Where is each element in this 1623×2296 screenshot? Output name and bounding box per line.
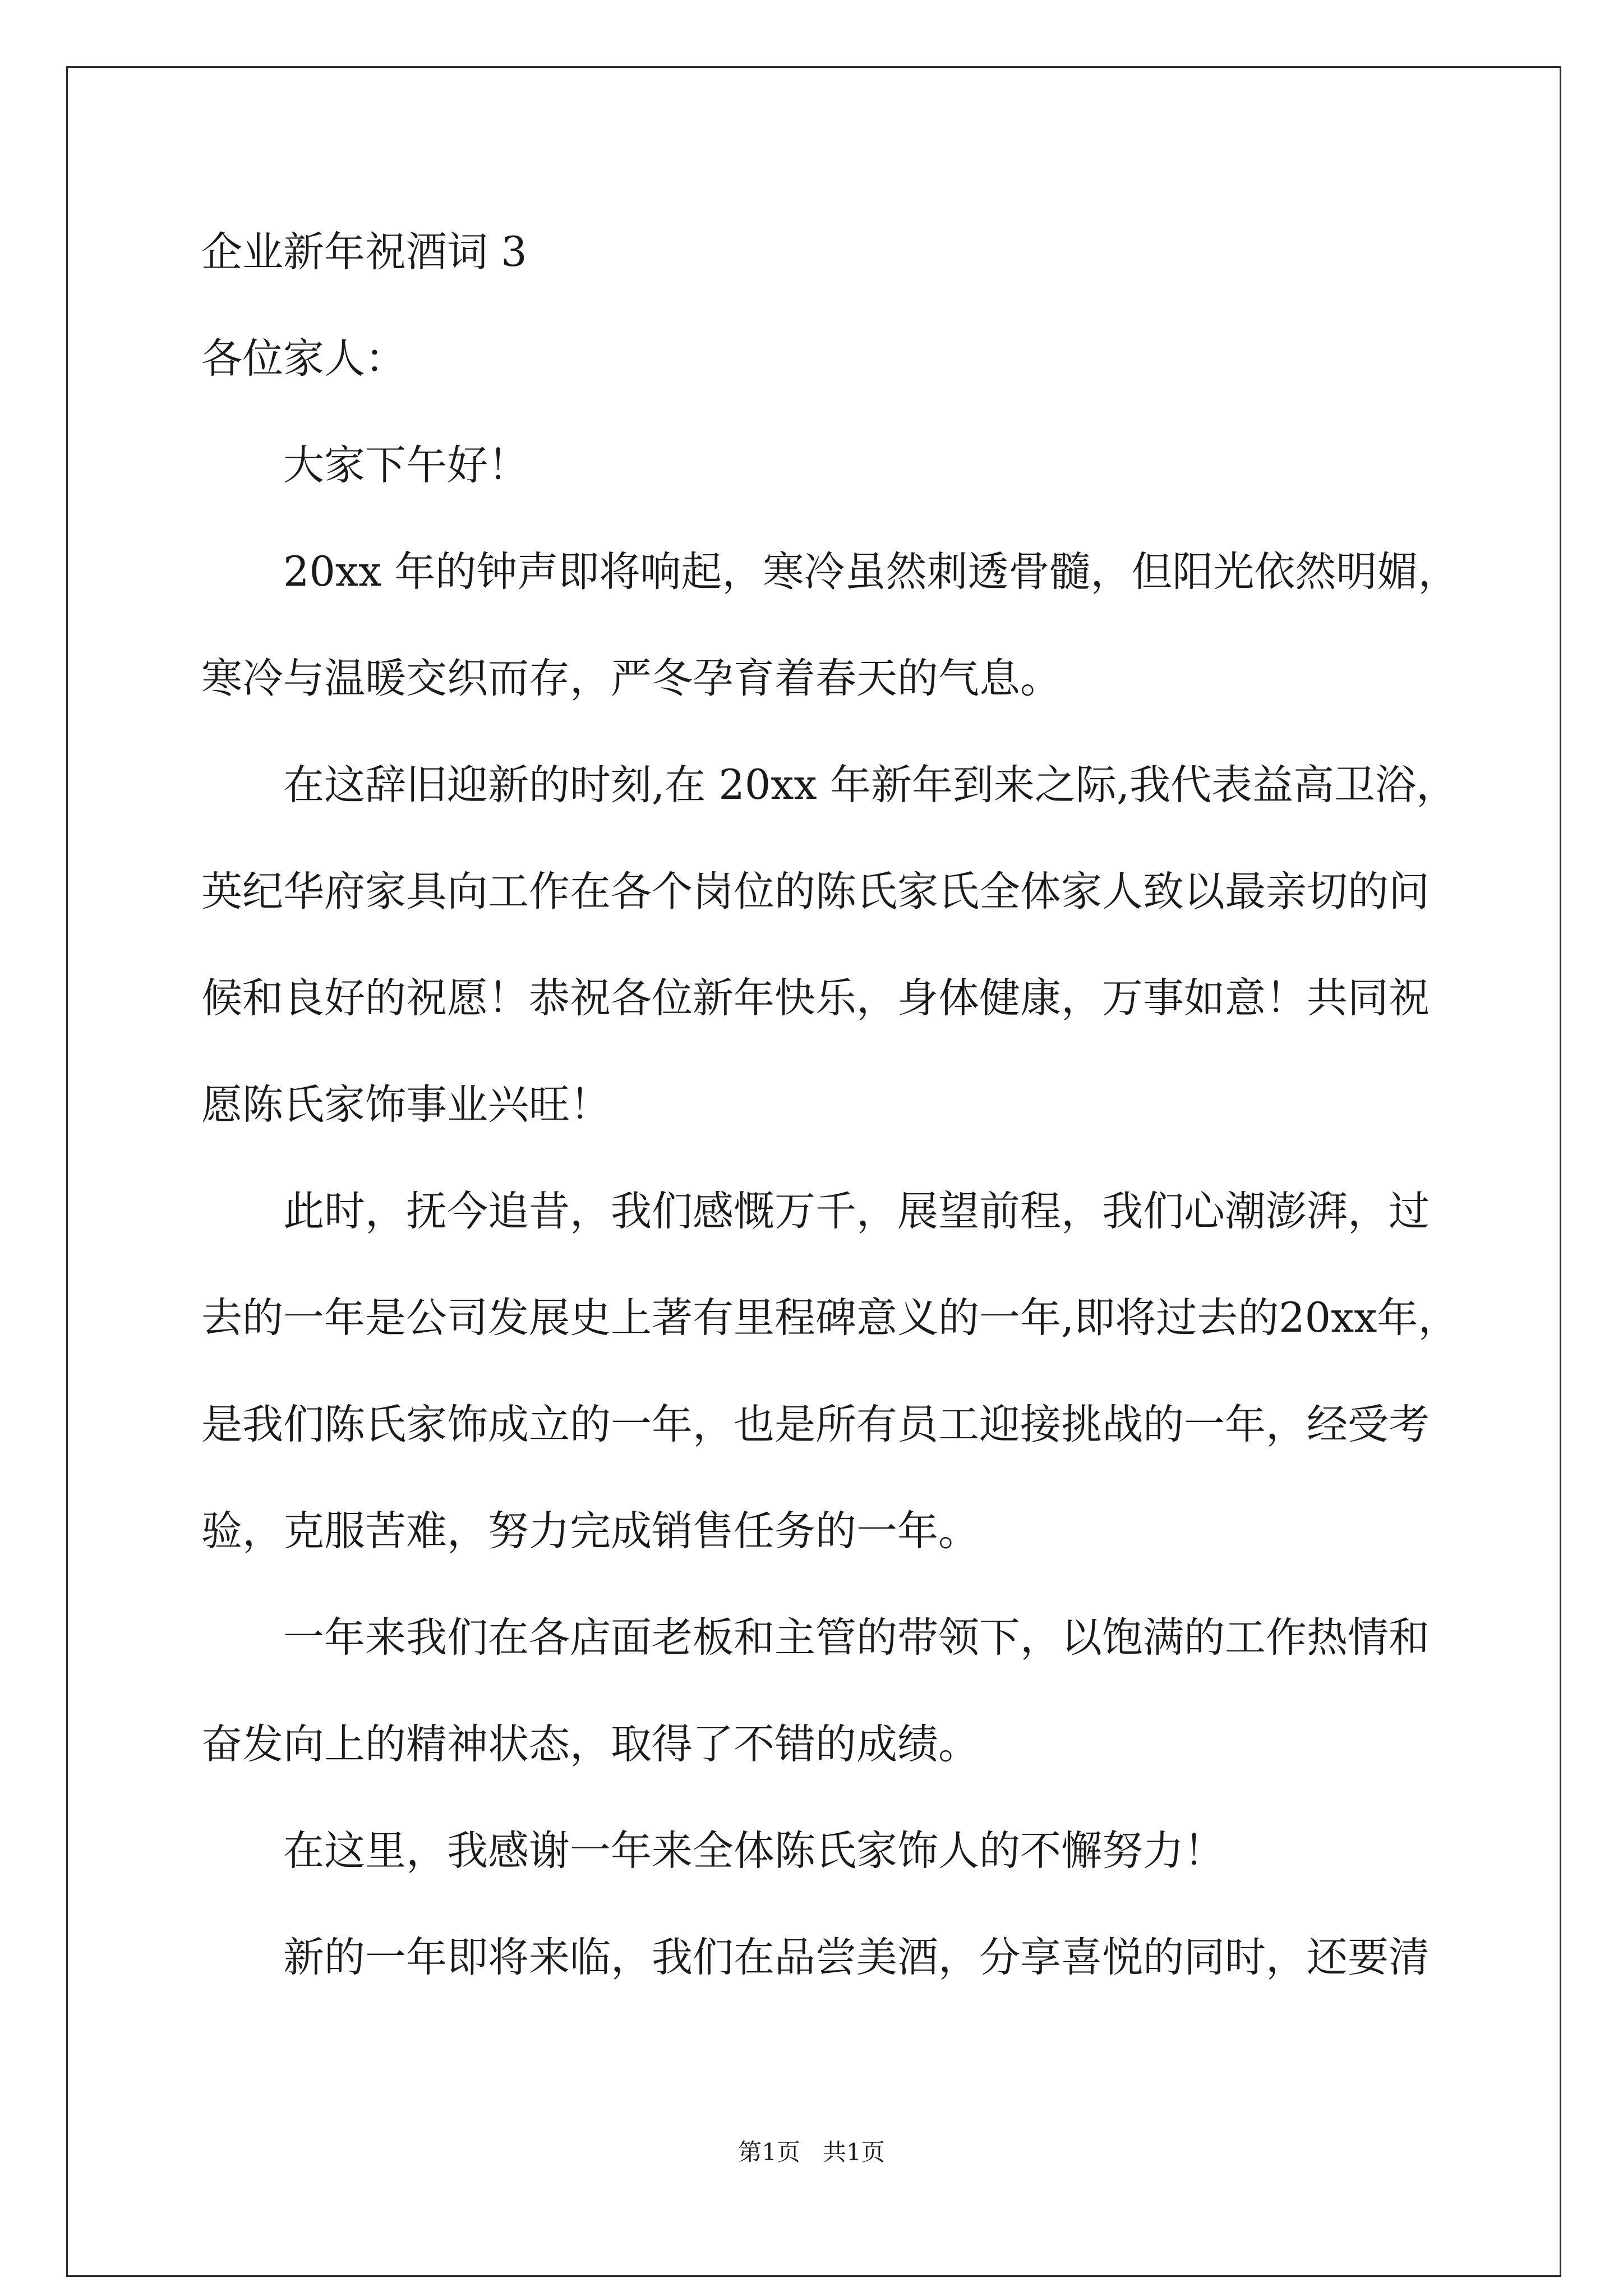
document-title: 企业新年祝酒词 3 [201,228,527,276]
paragraph-line: 奋发向上的精神状态，取得了不错的成绩。 [201,1720,979,1768]
paragraph-line: 候和良好的祝愿！恭祝各位新年快乐，身体健康，万事如意！共同祝 [201,974,1430,1022]
paragraph-line: 英纪华府家具向工作在各个岗位的陈氏家氏全体家人致以最亲切的问 [201,868,1430,915]
paragraph-line: 此时，抚今追昔，我们感慨万千，展望前程，我们心潮澎湃，过 [283,1188,1430,1235]
paragraph-line: 新的一年即将来临，我们在品尝美酒，分享喜悦的同时，还要清 [283,1934,1430,1981]
paragraph-line: 在这里，我感谢一年来全体陈氏家饰人的不懈努力！ [283,1827,1225,1875]
paragraph-line: 一年来我们在各店面老板和主管的带领下，以饱满的工作热情和 [283,1614,1430,1662]
salutation: 各位家人： [201,335,406,383]
paragraph-line: 大家下午好！ [283,441,529,489]
paragraph-line: 愿陈氏家饰事业兴旺！ [201,1081,611,1129]
page-number-footer: 第1页 共1页 [738,2138,885,2166]
paragraph-line: 验，克服苦难，努力完成销售任务的一年。 [201,1507,979,1555]
paragraph-line: 寒冷与温暖交织而存，严冬孕育着春天的气息。 [201,655,1061,702]
paragraph-line: 在这辞旧迎新的时刻,在 20xx 年新年到来之际,我代表益高卫浴， [283,761,1458,809]
paragraph-line: 是我们陈氏家饰成立的一年，也是所有员工迎接挑战的一年，经受考 [201,1401,1430,1448]
paragraph-line: 20xx 年的钟声即将响起，寒冷虽然刺透骨髓，但阳光依然明媚， [283,548,1459,596]
paragraph-line: 去的一年是公司发展史上著有里程碑意义的一年,即将过去的20xx年， [201,1294,1459,1342]
document-body [201,199,1502,2011]
